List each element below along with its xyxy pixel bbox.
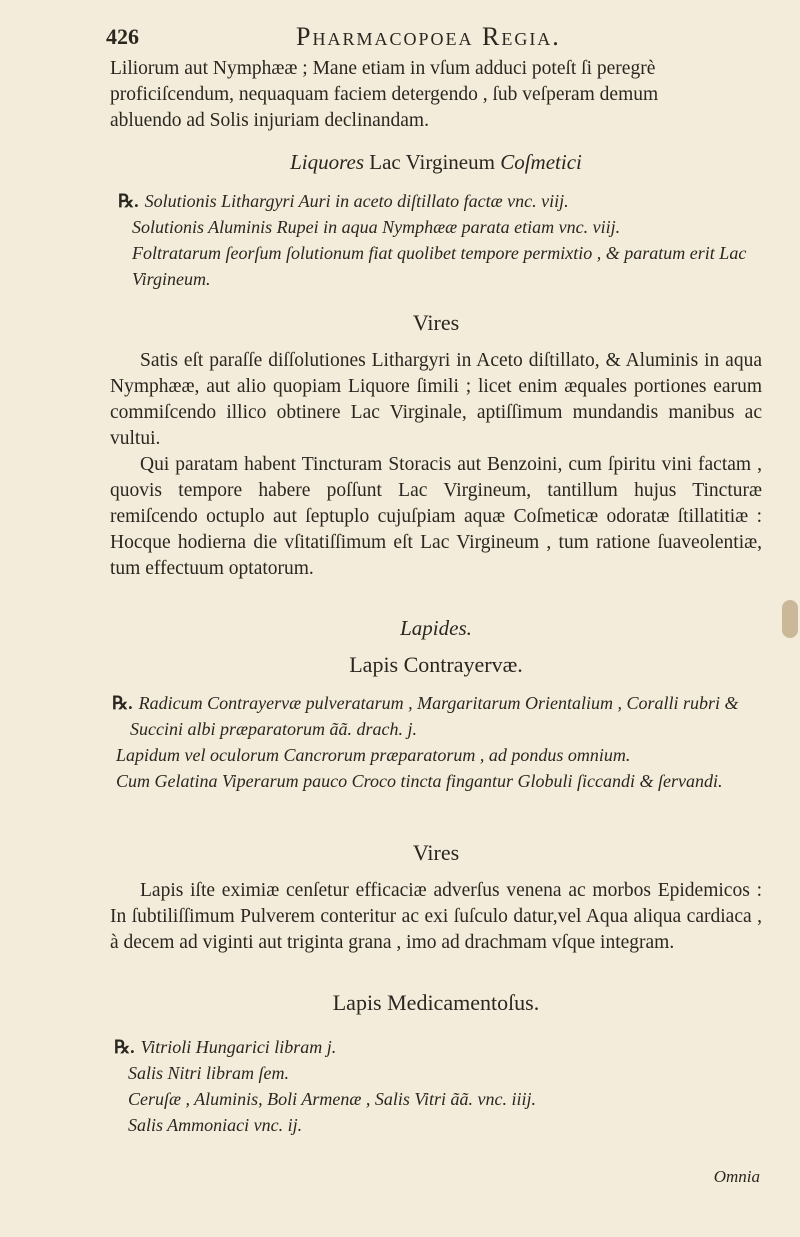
recipe-line: Ceruſæ , Aluminis, Boli Armenæ , Salis Vitri ãã. vnc. iiij. bbox=[128, 1089, 537, 1109]
title-part: Liquores bbox=[290, 150, 365, 174]
vires-heading: Vires bbox=[412, 840, 460, 865]
text-line: proficiſcendum, nequaquam faciem detergendo , ſub veſperam demum bbox=[110, 84, 659, 105]
title-text: Lapides. bbox=[400, 616, 472, 640]
title-part: Lac Virgineum bbox=[369, 150, 495, 174]
subheading-contrayerva: Lapis Contrayervæ. bbox=[349, 652, 523, 677]
recipe-line: Salis Ammoniaci vnc. ij. bbox=[128, 1115, 303, 1135]
recipe-symbol: ℞. bbox=[112, 693, 133, 713]
catchword: Omnia bbox=[713, 1167, 760, 1186]
recipe-line: Cum Gelatina Viperarum pauco Croco tincta fingantur Globuli ſiccandi & ſervandi. bbox=[116, 771, 723, 791]
ink-stain bbox=[782, 600, 798, 638]
recipe-line bbox=[118, 188, 762, 214]
paragraph: Qui paratam habent Tincturam Storacis aut Benzoini, cum ſpiritu vini factam , quovis tempore habere poſſunt Lac Virgineum, tantillum hujus Tincturæ remiſcendo octuplo aut ſeptuplo cujuſpiam aquæ Coſmeticæ odoratæ ſtillatitiæ : Hocque hodierna die vſitatiſſimum eſt Lac Virgineum , tum ratione ſuaveolentiæ, tum effectuum optatorum. bbox=[110, 454, 762, 579]
vires-text bbox=[110, 348, 762, 582]
paragraph: Lapis iſte eximiæ cenſetur efficaciæ adverſus venena ac morbos Epidemicos : In ſubtiliſſimum Pulverem conteritur ac exi ſuſculo datur,vel Aqua aliqua cardiaca , à decem ad viginti aut triginta grana , imo ad drachmam vſque integram. bbox=[110, 880, 762, 953]
intro-paragraph bbox=[110, 56, 762, 134]
text-line: abluendo ad Solis injuriam declinandam. bbox=[110, 110, 429, 131]
recipe-text: Radicum Contrayervæ pulveratarum , Margaritarum Orientalium , Coralli rubri & Succini albi præparatorum ãã. drach. j. bbox=[130, 693, 739, 739]
recipe-line: Foltratarum ſeorſum ſolutionum fiat quolibet tempore permixtio , & paratum erit Lac Virgineum. bbox=[132, 243, 747, 289]
section-title-liquores bbox=[110, 150, 762, 175]
section-title-lapides bbox=[110, 616, 762, 641]
running-title: Pharmacopoea Regia. bbox=[296, 22, 561, 51]
vires-heading: Vires bbox=[412, 310, 460, 335]
recipe-line bbox=[112, 690, 762, 742]
recipe-line: Salis Nitri libram ſem. bbox=[128, 1063, 290, 1083]
page-number: 426 bbox=[106, 24, 139, 49]
recipe-line: Solutionis Aluminis Rupei in aqua Nymphææ parata etiam vnc. viij. bbox=[132, 217, 621, 237]
text-line: Liliorum aut Nymphææ ; Mane etiam in vſum adduci poteſt ſi peregrè bbox=[110, 58, 656, 79]
recipe-contrayerva bbox=[112, 690, 762, 794]
recipe-line: Lapidum vel oculorum Cancrorum præparatorum , ad pondus omnium. bbox=[116, 745, 631, 765]
paragraph: Satis eſt paraſſe diſſolutiones Lithargyri in Aceto diſtillato, & Aluminis in aqua Nymphææ, aut alio quopiam Liquore ſimili ; licet enim æquales portiones earum commiſcendo illico obtinere Lac Virginale, aptiſſimum mundandis manibus ac vultui. bbox=[110, 350, 762, 449]
recipe-text: Solutionis Lithargyri Auri in aceto diſtillato factæ vnc. viij. bbox=[144, 191, 569, 211]
subheading-medicamentosus: Lapis Medicamentoſus. bbox=[332, 990, 540, 1015]
recipe-symbol: ℞. bbox=[114, 1037, 135, 1057]
vires-text bbox=[110, 878, 762, 956]
recipe-symbol: ℞. bbox=[118, 191, 139, 211]
page-header bbox=[106, 22, 760, 54]
recipe-lac-virgineum bbox=[118, 188, 762, 292]
title-part: Coſmetici bbox=[500, 150, 582, 174]
recipe-medicamentosus bbox=[114, 1034, 762, 1138]
recipe-line bbox=[114, 1034, 762, 1060]
recipe-text: Vitrioli Hungarici libram j. bbox=[140, 1037, 337, 1057]
